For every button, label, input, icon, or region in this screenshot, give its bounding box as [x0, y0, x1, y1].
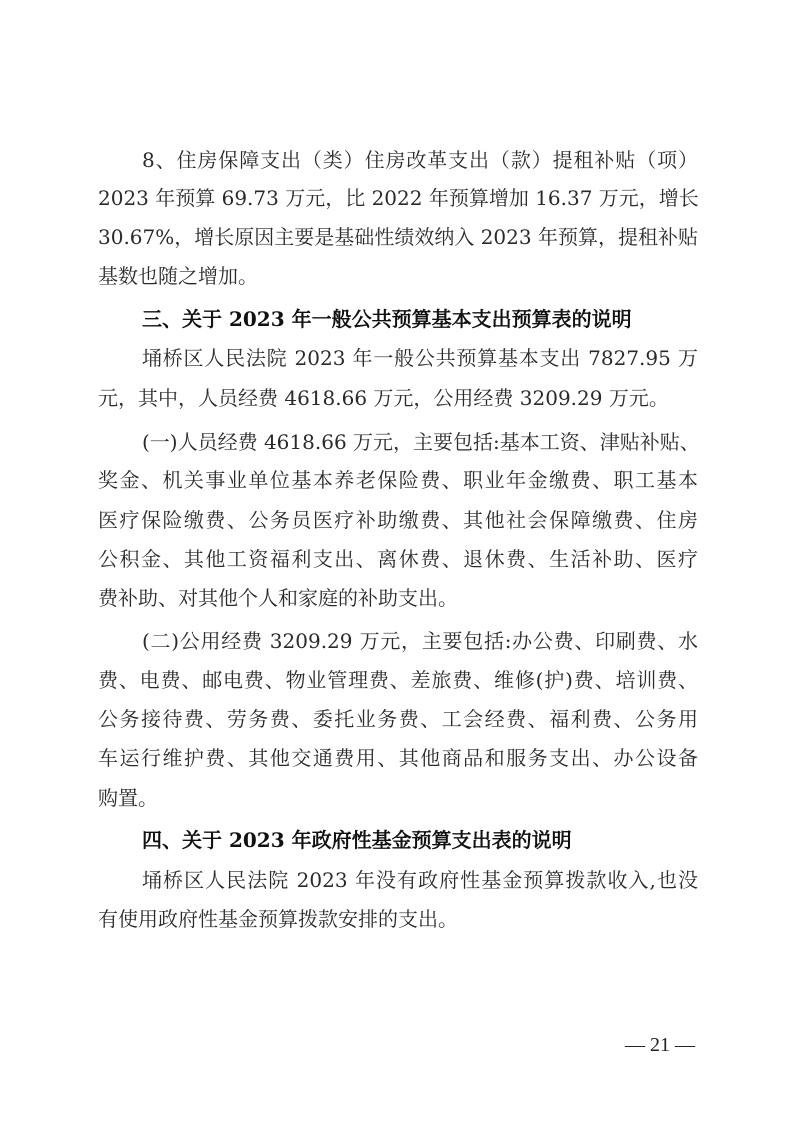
personnel-funds-line-3: 医疗保险缴费、公务员医疗补助缴费、其他社会保障缴费、住房 [98, 508, 698, 532]
paragraph-8-line-3: 30.67%，增长原因主要是基础性绩效纳入 2023 年预算，提租补贴 [98, 225, 698, 249]
personnel-funds-line-5: 费补助、对其他个人和家庭的补助支出。 [98, 586, 458, 610]
personnel-funds-line-1: (一)人员经费 4618.66 万元，主要包括:基本工资、津贴补贴、 [142, 430, 700, 454]
paragraph-8-line-4: 基数也随之增加。 [98, 264, 258, 288]
public-funds-line-1: (二)公用经费 3209.29 万元，主要包括:办公费、印刷费、水 [142, 629, 698, 653]
basic-expenditure-line-1: 埇桥区人民法院 2023 年一般公共预算基本支出 7827.95 万 [142, 346, 698, 370]
section-3-heading: 三、关于 2023 年一般公共预算基本支出预算表的说明 [142, 307, 632, 331]
public-funds-line-3: 公务接待费、劳务费、委托业务费、工会经费、福利费、公务用 [98, 707, 698, 731]
paragraph-8-line-2: 2023 年预算 69.73 万元，比 2022 年预算增加 16.37 万元，增长 [98, 186, 699, 210]
public-funds-line-2: 费、电费、邮电费、物业管理费、差旅费、维修(护)费、培训费、 [98, 668, 698, 692]
public-funds-line-5: 购置。 [98, 786, 158, 810]
personnel-funds-line-4: 公积金、其他工资福利支出、离休费、退休费、生活补助、医疗 [98, 547, 698, 571]
government-fund-line-2: 有使用政府性基金预算拨款安排的支出。 [98, 907, 458, 931]
section-4-heading: 四、关于 2023 年政府性基金预算支出表的说明 [142, 828, 572, 852]
page-number: — 21 — [625, 1034, 695, 1056]
basic-expenditure-line-2: 元，其中，人员经费 4618.66 万元，公用经费 3209.29 万元。 [98, 386, 669, 410]
government-fund-line-1: 埇桥区人民法院 2023 年没有政府性基金预算拨款收入,也没 [142, 868, 698, 892]
public-funds-line-4: 车运行维护费、其他交通费用、其他商品和服务支出、办公设备 [98, 746, 698, 770]
paragraph-8-line-1: 8、住房保障支出（类）住房改革支出（款）提租补贴（项） [142, 148, 698, 172]
personnel-funds-line-2: 奖金、机关事业单位基本养老保险费、职业年金缴费、职工基本 [98, 468, 698, 492]
